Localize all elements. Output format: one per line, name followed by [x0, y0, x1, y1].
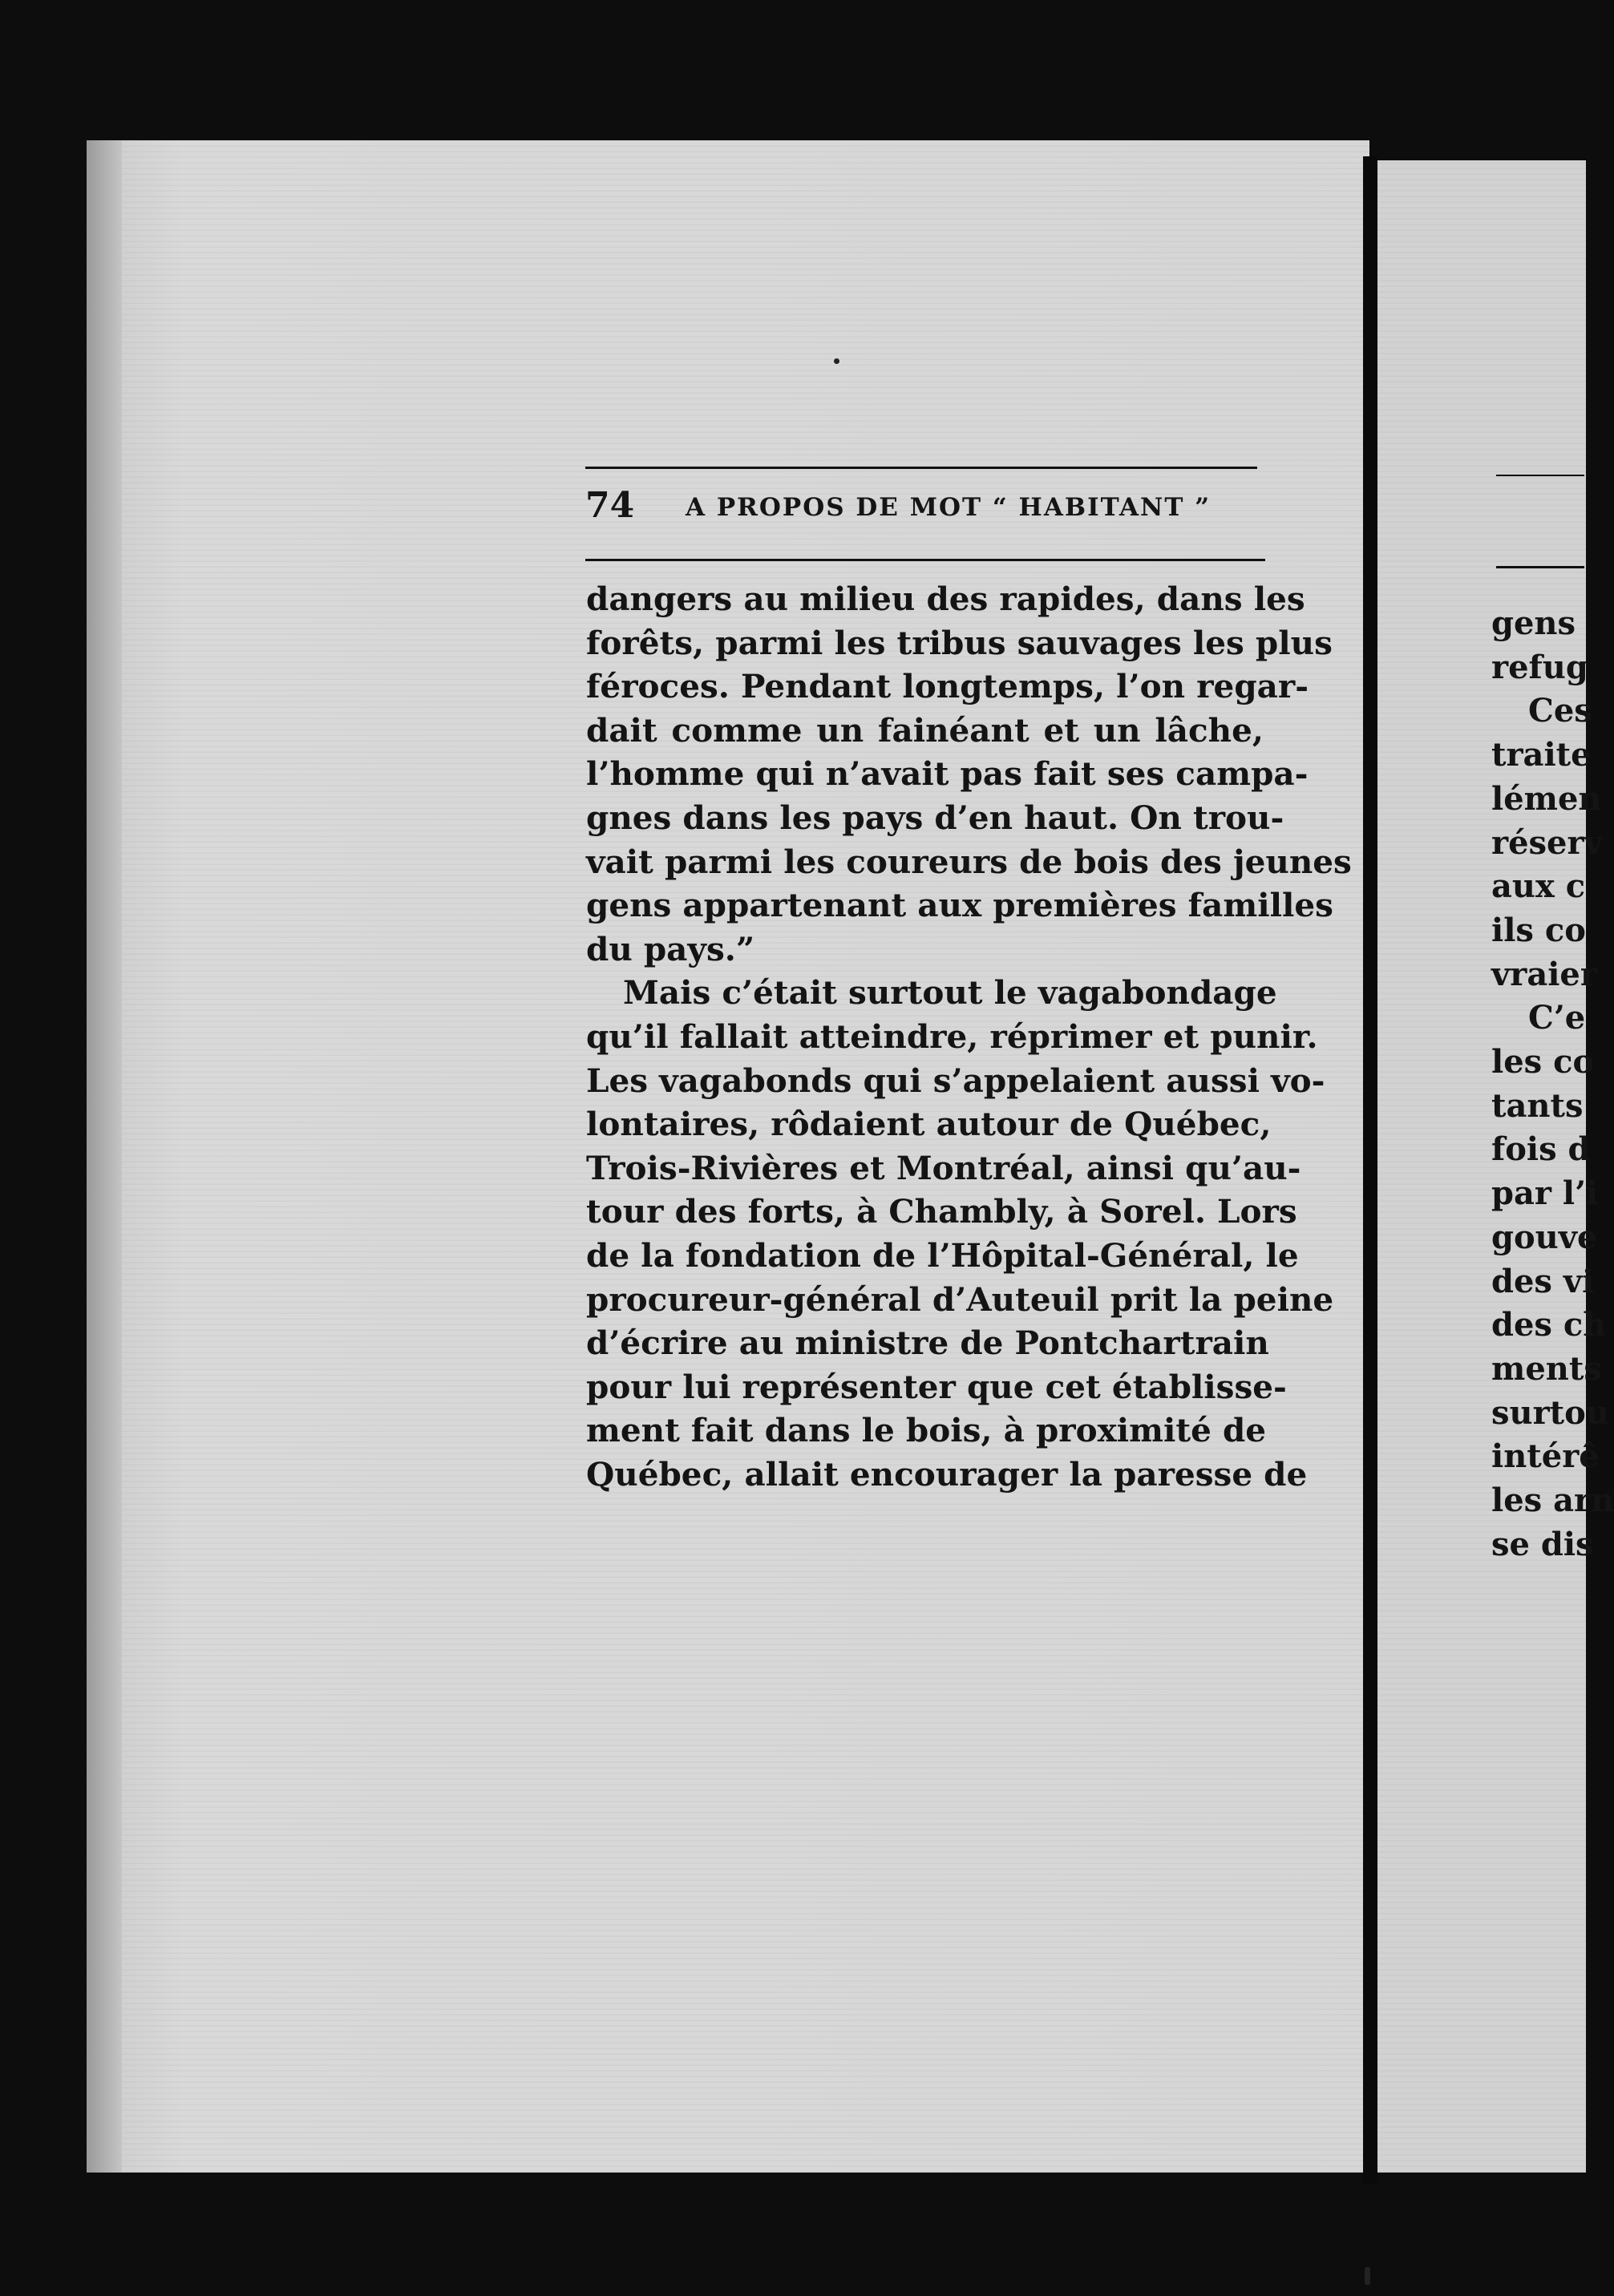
text-line: procureur-général d’Auteuil prit la peine [586, 1279, 1334, 1319]
text-fragment: aux c [1491, 867, 1586, 906]
ink-speck [834, 358, 839, 364]
text-fragment: lémen [1491, 779, 1602, 818]
text-fragment: intérê [1491, 1437, 1600, 1476]
text-fragment: surtou [1491, 1393, 1609, 1432]
text-line: ment fait dans le bois, à proximité de [586, 1411, 1267, 1450]
text-fragment: les co [1491, 1043, 1595, 1081]
left-page-edge [87, 140, 122, 2173]
text-fragment: par l’i [1491, 1174, 1599, 1213]
text-fragment: refug [1491, 648, 1588, 686]
text-fragment: vraier [1491, 955, 1597, 993]
text-line: du pays.” [586, 929, 755, 968]
text-line: gens appartenant aux premières familles [586, 886, 1333, 925]
text-line: d’écrire au ministre de Pontchartrain [586, 1324, 1269, 1363]
text-fragment: fois d [1491, 1130, 1591, 1169]
text-line: qu’il fallait atteindre, réprimer et punir. [586, 1017, 1318, 1056]
text-line: dait comme un fainéant et un lâche, [586, 710, 1264, 750]
text-fragment: ments [1491, 1349, 1602, 1388]
text-fragment: Ces [1528, 692, 1592, 730]
text-line: gnes dans les pays d’en haut. On trou- [586, 798, 1284, 837]
header-top-rule [585, 467, 1257, 469]
text-line: forêts, parmi les tribus sauvages les plus [586, 623, 1333, 662]
text-line: féroces. Pendant longtemps, l’on regar- [586, 667, 1309, 706]
text-line: pour lui représenter que cet établisse- [586, 1367, 1287, 1406]
text-fragment: réserv [1491, 823, 1603, 862]
text-fragment: ils co [1491, 911, 1586, 949]
text-line: Mais c’était surtout le vagabondage [623, 973, 1277, 1013]
text-fragment: C’e [1528, 999, 1586, 1037]
page-number: 74 [585, 485, 635, 526]
text-line: l’homme qui n’avait pas fait ses campa- [586, 754, 1309, 794]
ink-speck [1365, 2267, 1370, 2285]
text-fragment: gens [1491, 604, 1576, 642]
text-line: Trois-Rivières et Montréal, ainsi qu’au- [586, 1148, 1301, 1187]
text-line: dangers au milieu des rapides, dans les [586, 580, 1305, 618]
text-fragment: les arn [1491, 1481, 1614, 1520]
left-page-body [586, 577, 1352, 1496]
running-title: A PROPOS DE MOT “ HABITANT ” [686, 493, 1212, 522]
text-line: lontaires, rôdaient autour de Québec, [586, 1105, 1272, 1144]
text-line: Les vagabonds qui s’appelaient aussi vo- [586, 1061, 1325, 1100]
text-fragment: gouve [1491, 1218, 1598, 1256]
book-gutter [1363, 156, 1377, 2185]
text-line: vait parmi les coureurs de bois des jeunes [586, 842, 1352, 881]
text-line: de la fondation de l’Hôpital-Général, le [586, 1235, 1299, 1275]
text-fragment: des ch [1491, 1306, 1607, 1344]
right-page-body [1491, 602, 1614, 1566]
text-fragment: tants [1491, 1086, 1584, 1125]
text-line: tour des forts, à Chambly, à Sorel. Lors [586, 1192, 1297, 1231]
text-fragment: traite [1491, 736, 1592, 774]
text-fragment: se dis [1491, 1525, 1594, 1563]
header-bottom-rule [585, 559, 1265, 561]
text-fragment: des vi [1491, 1262, 1595, 1300]
right-page-top-rule [1496, 475, 1584, 476]
right-page-header-rule [1496, 566, 1584, 568]
text-line: Québec, allait encourager la paresse de [586, 1454, 1308, 1494]
